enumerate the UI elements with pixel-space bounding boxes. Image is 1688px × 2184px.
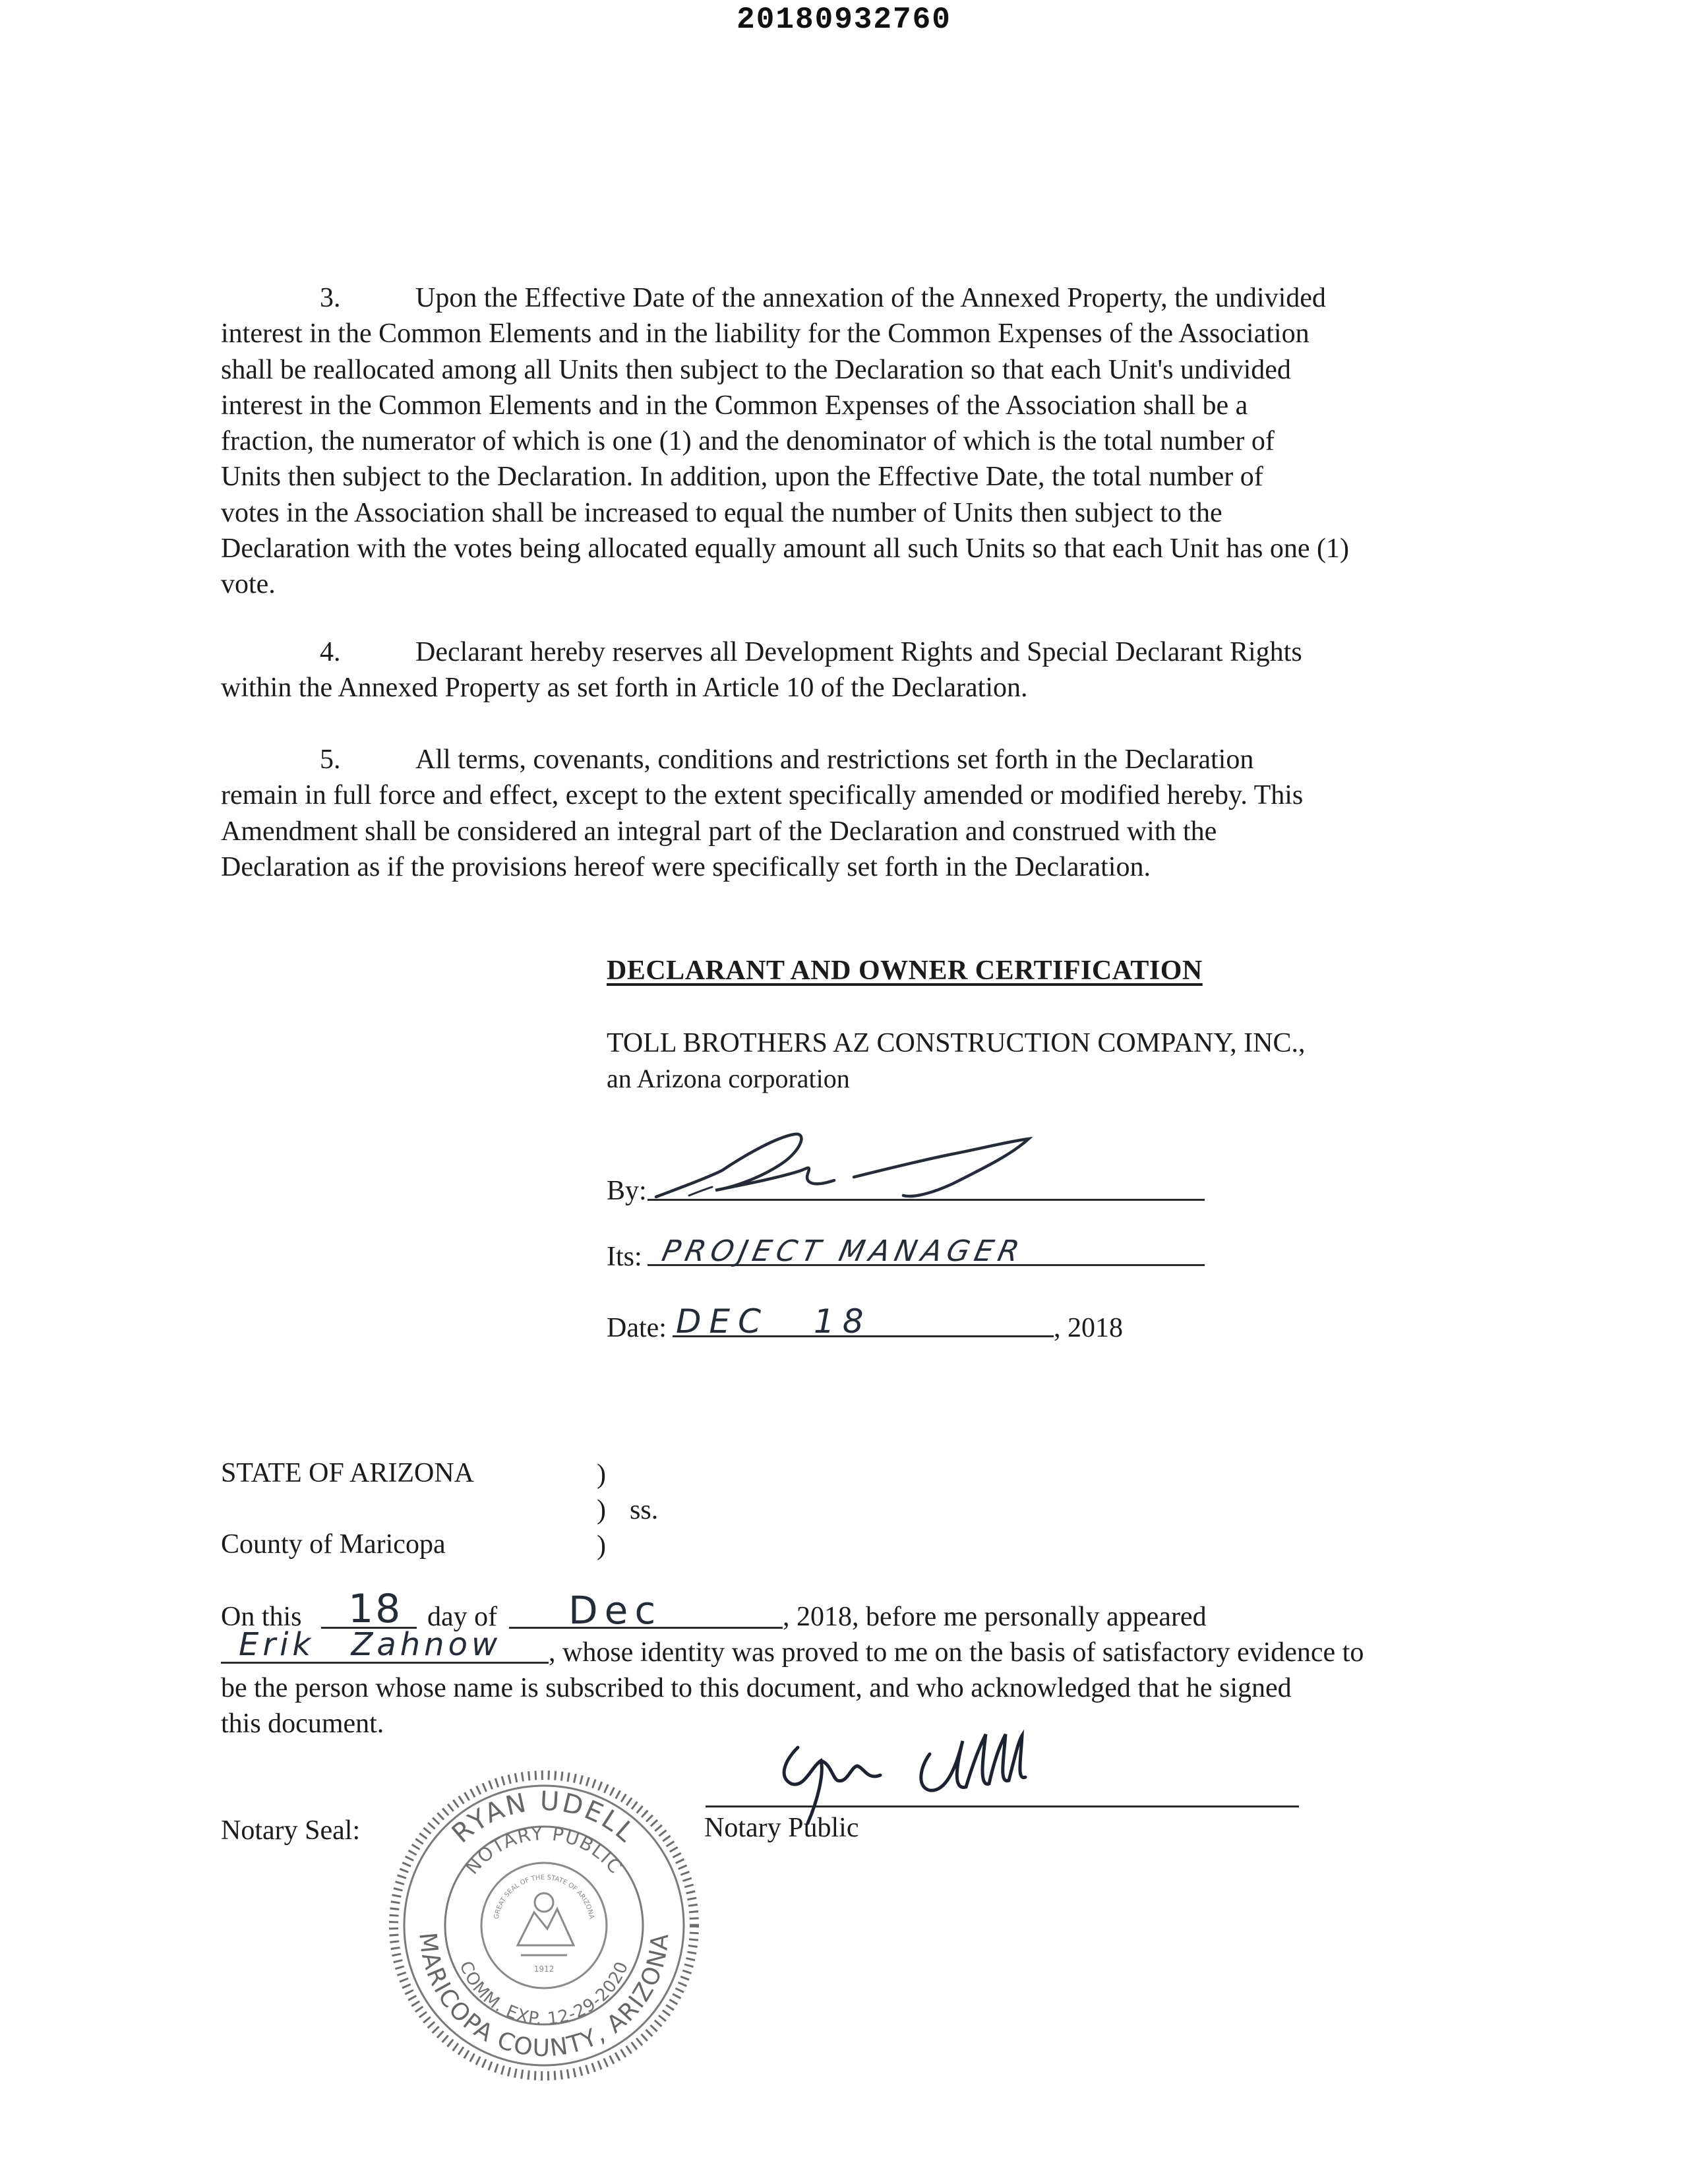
county-label: County of Maricopa [221,1529,446,1560]
paragraph-line: Amendment shall be considered an integral part of the Declaration and construed with the [221,816,1217,847]
appearer-name-handwritten: Erik Zahnow [239,1626,502,1663]
day-handwritten-value: 18 [348,1586,403,1632]
day-of-label: day of [427,1602,498,1632]
paragraph-line: shall be reallocated among all Units then subject to the Declaration so that each Unit's undivided [221,354,1291,385]
notary-seal-label: Notary Seal: [221,1815,361,1846]
its-handwritten-value: PROJECT MANAGER [659,1234,1028,1268]
seal-commission: COMM. EXP. 12-29-2020 [455,1958,633,2030]
paragraph-line: Declaration with the votes being allocated equally amount all such Units so that each Unit has one (1) [221,533,1350,564]
paren: ) [597,1495,606,1525]
notary-seal-stamp [386,1767,702,2084]
acknowledgment-line-3: be the person whose name is subscribed to this document, and who acknowledged that he signed [221,1673,1292,1703]
acknowledgment-line-1: , 2018, before me personally appeared [783,1602,1207,1632]
paragraph-4 [221,634,1466,706]
its-label: Its: [607,1242,642,1272]
month-handwritten-value: Dec [568,1588,663,1633]
paragraph-number: 3. [320,283,341,313]
acknowledgment-line-2: , whose identity was proved to me on the basis of satisfactory evidence to [549,1637,1364,1668]
paragraph-line: votes in the Association shall be increased to equal the number of Units then subject to the [221,497,1222,528]
svg-text:MARICOPA COUNTY, ARIZONA [413,1931,674,2063]
paren: ) [597,1531,606,1561]
seal-inner-text: GREAT SEAL OF THE STATE OF ARIZONA [493,1873,595,1920]
seal-title: NOTARY PUBLIC [461,1822,627,1879]
by-label: By: [607,1176,647,1206]
date-label: Date: [607,1313,667,1343]
svg-text:GREAT SEAL OF THE STATE OF ARI [493,1874,595,1920]
certification-title: DECLARANT AND OWNER CERTIFICATION [607,956,1203,986]
company-description: an Arizona corporation [607,1064,850,1093]
seal-name: RYAN UDELL [446,1786,642,1850]
seal-year: 1912 [533,1964,555,1974]
recording-number: 20180932760 [737,3,951,37]
paragraph-number: 5. [320,744,341,775]
declarant-signature [643,1124,1039,1210]
paragraph-line: fraction, the numerator of which is one (1) and the denominator of which is the total number of [221,426,1275,457]
on-this-label: On this [221,1602,302,1632]
paragraph-5 [221,742,1466,885]
notary-public-label: Notary Public [704,1813,859,1843]
paragraph-line: vote. [221,569,276,600]
paragraph-line: Units then subject to the Declaration. In addition, upon the Effective Date, the total number of [221,462,1263,493]
company-name: TOLL BROTHERS AZ CONSTRUCTION COMPANY, INC., [607,1028,1306,1058]
paragraph-line: within the Annexed Property as set forth in Article 10 of the Declaration. [221,673,1028,704]
date-handwritten-value: DEC 18 [676,1302,872,1341]
paragraph-line: All terms, covenants, conditions and restrictions set forth in the Declaration [415,744,1254,775]
ss-label: ss. [630,1495,659,1525]
paragraph-number: 4. [320,637,341,667]
arizona-seal-emblem [518,1893,574,1955]
paragraph-line: Declarant hereby reserves all Development Rights and Special Declarant Rights [415,637,1302,667]
paragraph-3 [221,280,1466,603]
paragraph-line: interest in the Common Elements and in the liability for the Common Expenses of the Association [221,318,1310,349]
date-year: , 2018 [1054,1313,1123,1343]
paragraph-line: Declaration as if the provisions hereof were specifically set forth in the Declaration. [221,851,1151,882]
acknowledgment-line-4: this document. [221,1709,384,1739]
paragraph-line: Upon the Effective Date of the annexation of the Annexed Property, the undivided [415,283,1326,313]
state-label: STATE OF ARIZONA [221,1458,474,1488]
paren: ) [597,1459,606,1490]
paragraph-line: interest in the Common Elements and in the Common Expenses of the Association shall be a [221,390,1248,421]
seal-county: MARICOPA COUNTY, ARIZONA [413,1931,675,2063]
paragraph-line: remain in full force and effect, except to the extent specifically amended or modified hereby. This [221,780,1304,811]
